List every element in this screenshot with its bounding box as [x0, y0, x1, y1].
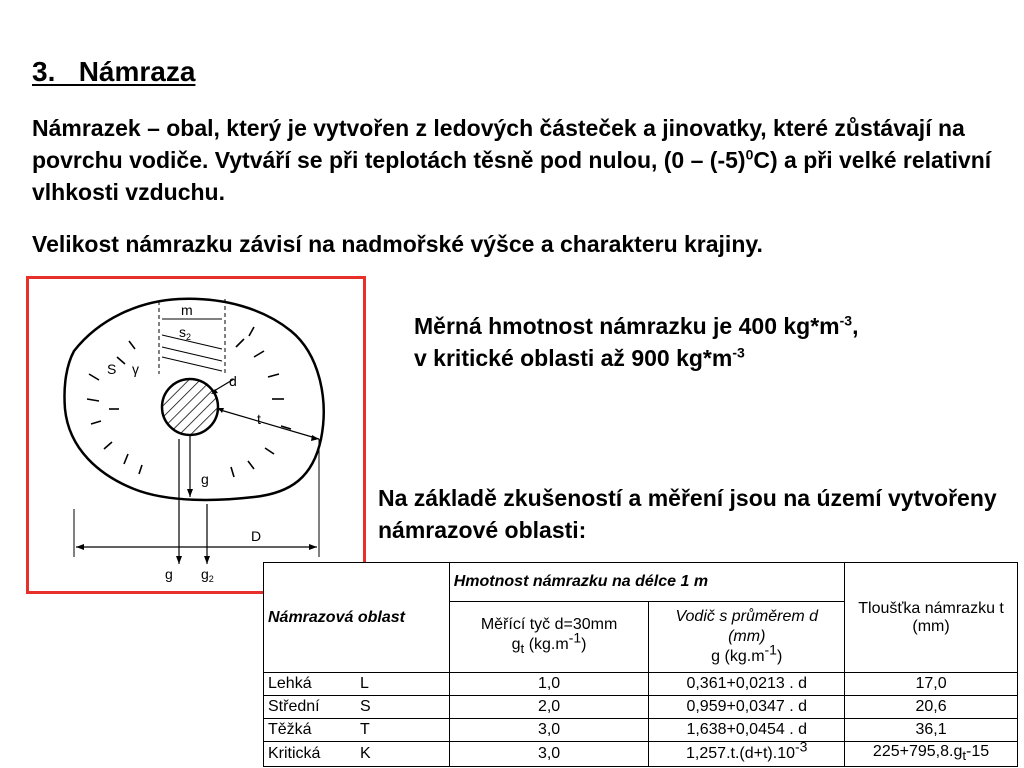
density-line2-sup: -3	[732, 344, 745, 361]
label-g2: $g_2$	[201, 566, 214, 584]
cell-thickness: 36,1	[845, 719, 1018, 742]
definition-paragraph	[32, 112, 992, 208]
cell-thickness: 20,6	[845, 696, 1018, 719]
label-g-bottom: g	[165, 566, 173, 582]
header-area: Námrazová oblast	[264, 563, 450, 673]
density-line1-sup: -3	[839, 312, 853, 329]
conductor-circle	[162, 379, 218, 435]
cell-area: Těžká T	[264, 719, 450, 742]
cell-rod: 3,0	[449, 742, 649, 767]
density-line1-comma: ,	[852, 313, 859, 339]
header-conductor: Vodič s průměrem d (mm) g $(kg.m^{-1})$	[649, 602, 845, 673]
table-row	[264, 719, 1018, 742]
label-D: D	[251, 528, 262, 544]
cell-rod: 2,0	[449, 696, 649, 719]
density-line1: Měrná hmotnost námrazku je 400 kg*m	[414, 313, 840, 339]
cell-thickness: 17,0	[845, 673, 1018, 696]
page-title: 3. Námraza	[32, 56, 196, 87]
cell-conductor: 1,638+0,0454 . d	[649, 719, 845, 742]
label-d: d	[229, 373, 237, 389]
definition-text-end: C) a při velké relativní vlhkosti vzduchu.	[32, 147, 992, 205]
label-s: S	[107, 361, 117, 377]
density-text	[414, 310, 858, 374]
cell-area: Střední S	[264, 696, 450, 719]
altitude-paragraph: Velikost námrazku závisí na nadmořské výšce a charakteru krajiny.	[32, 231, 763, 257]
label-s2: $s_2$	[179, 324, 192, 342]
cell-rod: 3,0	[449, 719, 649, 742]
cell-area: Kritická K	[264, 742, 450, 767]
header-rod: Měřící tyč d=30mm $g_t$ $(kg.m^{-1})$	[449, 602, 649, 673]
label-t: t	[257, 411, 261, 427]
degree-superscript: 0	[745, 146, 754, 163]
cell-rod: 1,0	[449, 673, 649, 696]
cell-thickness: $225+795,8.g_t-15$	[845, 742, 1018, 767]
label-m: m	[181, 302, 193, 318]
regions-intro-text: Na základě zkušeností a měření jsou na území vytvořeny námrazové oblasti:	[378, 485, 997, 543]
cell-conductor: 0,959+0,0347 . d	[649, 696, 845, 719]
definition-text: Námrazek – obal, který je vytvořen z ledových částeček a jinovatky, které zůstávají na povrchu vodiče. Vytváří se při teplotách těsně pod nulou, (0 – (-5)	[32, 115, 965, 173]
header-thickness: Tloušťka námrazku t (mm)	[845, 563, 1018, 673]
ice-regions-table	[263, 562, 1018, 767]
density-line2: v kritické oblasti až 900 kg*m	[414, 345, 733, 371]
header-mass: Hmotnost námrazku na délce 1 m	[449, 563, 844, 602]
table-row	[264, 673, 1018, 696]
table-row	[264, 742, 1018, 767]
ice-cross-section-figure	[26, 276, 366, 594]
label-g: g	[201, 471, 209, 487]
table-row	[264, 696, 1018, 719]
ice-cross-section-diagram	[29, 279, 363, 591]
cell-conductor: 0,361+0,0213 . d	[649, 673, 845, 696]
label-gamma: γ	[132, 361, 139, 377]
cell-conductor: $1,257.t.(d+t).10^{-3}$	[649, 742, 845, 767]
cell-area: Lehká L	[264, 673, 450, 696]
